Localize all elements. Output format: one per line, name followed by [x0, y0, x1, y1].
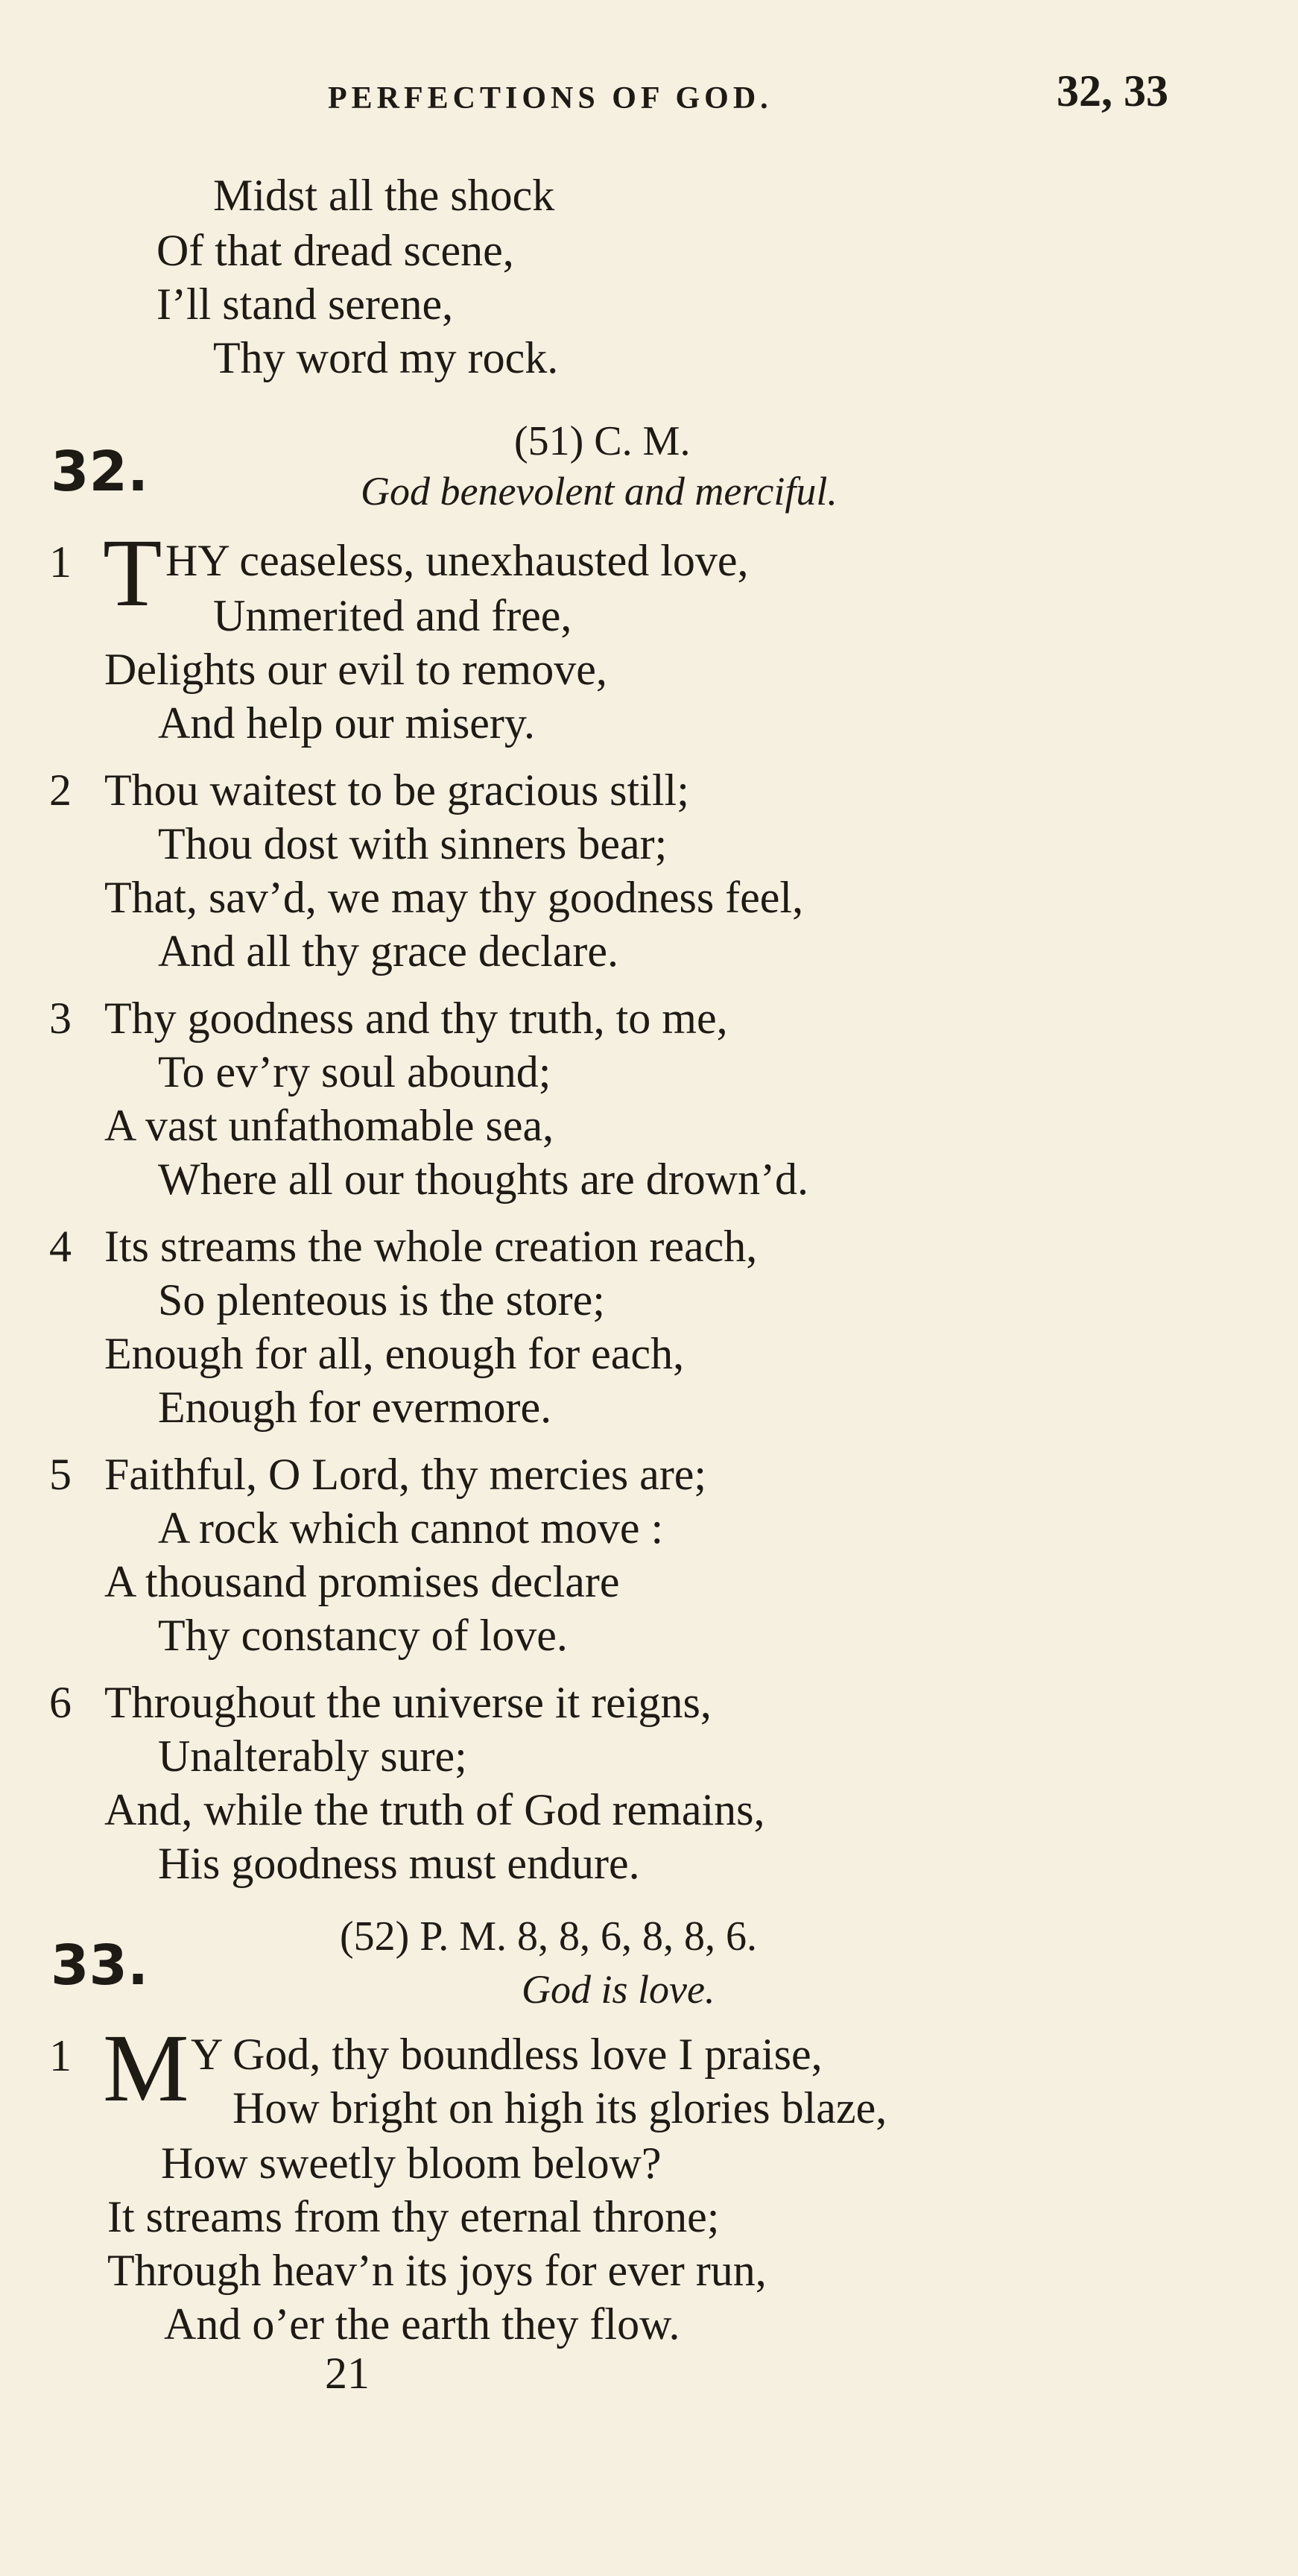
stanza-line: Faithful, O Lord, thy mercies are;: [104, 1450, 707, 1499]
stanza-line: Its streams the whole creation reach,: [104, 1222, 758, 1271]
stanza-line: Y God, thy boundless love I praise,: [191, 2030, 823, 2079]
stanza-line: Thy constancy of love.: [158, 1611, 568, 1660]
running-head: PERFECTIONS OF GOD.: [328, 81, 773, 116]
stanza-number: 1: [49, 537, 72, 587]
stanza-line: Delights our evil to remove,: [104, 645, 607, 694]
stanza-line: A thousand promises declare: [104, 1557, 620, 1606]
tune-meter: (52) P. M. 8, 8, 6, 8, 8, 6.: [340, 1913, 758, 1960]
stanza-line: HY ceaseless, unexhausted love,: [165, 536, 749, 585]
stanza-line: That, sav’d, we may thy goodness feel,: [104, 873, 804, 922]
tune-meter: (51) C. M.: [514, 418, 691, 464]
hymn-number: 33.: [51, 1933, 149, 1998]
stanza-number: 2: [49, 765, 72, 815]
stanza-line: Where all our thoughts are drown’d.: [158, 1155, 809, 1204]
hymn-number: 32.: [51, 440, 149, 504]
continuation-line: Midst all the shock: [213, 171, 555, 220]
stanza-number: 5: [49, 1450, 72, 1499]
continuation-line: Thy word my rock.: [213, 333, 559, 382]
stanza-line: A vast unfathomable sea,: [104, 1101, 554, 1150]
hymn-subject: God is love.: [522, 1967, 715, 2012]
stanza-number: 6: [49, 1678, 72, 1727]
stanza-line: And, while the truth of God remains,: [104, 1785, 765, 1834]
drop-cap: M: [103, 2015, 189, 2122]
stanza-line: Thy goodness and thy truth, to me,: [104, 994, 728, 1043]
stanza-number: 4: [49, 1222, 72, 1271]
stanza-number: 1: [49, 2031, 72, 2080]
stanza-line: Unalterably sure;: [158, 1731, 467, 1781]
stanza-line: A rock which cannot move :: [158, 1503, 664, 1553]
stanza-line: Enough for evermore.: [158, 1383, 552, 1432]
hymn-subject: God benevolent and merciful.: [361, 469, 838, 514]
stanza-line: How bright on high its glories blaze,: [232, 2083, 887, 2133]
stanza-line: Throughout the universe it reigns,: [104, 1678, 712, 1727]
stanza-line: And o’er the earth they flow.: [164, 2299, 680, 2349]
drop-cap: T: [103, 520, 162, 627]
stanza-number: 3: [49, 994, 72, 1043]
stanza-line: And help our misery.: [158, 698, 536, 748]
stanza-line: Thou dost with sinners bear;: [158, 819, 668, 868]
continuation-line: Of that dread scene,: [156, 226, 514, 275]
continuation-line: I’ll stand serene,: [156, 280, 454, 329]
stanza-line: Thou waitest to be gracious still;: [104, 765, 689, 815]
signature-mark: 21: [325, 2349, 370, 2398]
stanza-line: To ev’ry soul abound;: [158, 1047, 551, 1096]
stanza-line: Unmerited and free,: [213, 591, 572, 640]
stanza-line: And all thy grace declare.: [158, 926, 619, 976]
stanza-line: How sweetly bloom below?: [161, 2138, 662, 2188]
stanza-line: Enough for all, enough for each,: [104, 1329, 685, 1378]
stanza-line: It streams from thy eternal throne;: [107, 2192, 720, 2241]
page-numbers: 32, 33: [1057, 66, 1168, 116]
stanza-line: Through heav’n its joys for ever run,: [107, 2246, 767, 2295]
stanza-line: His goodness must endure.: [158, 1839, 640, 1888]
stanza-line: So plenteous is the store;: [158, 1275, 605, 1325]
